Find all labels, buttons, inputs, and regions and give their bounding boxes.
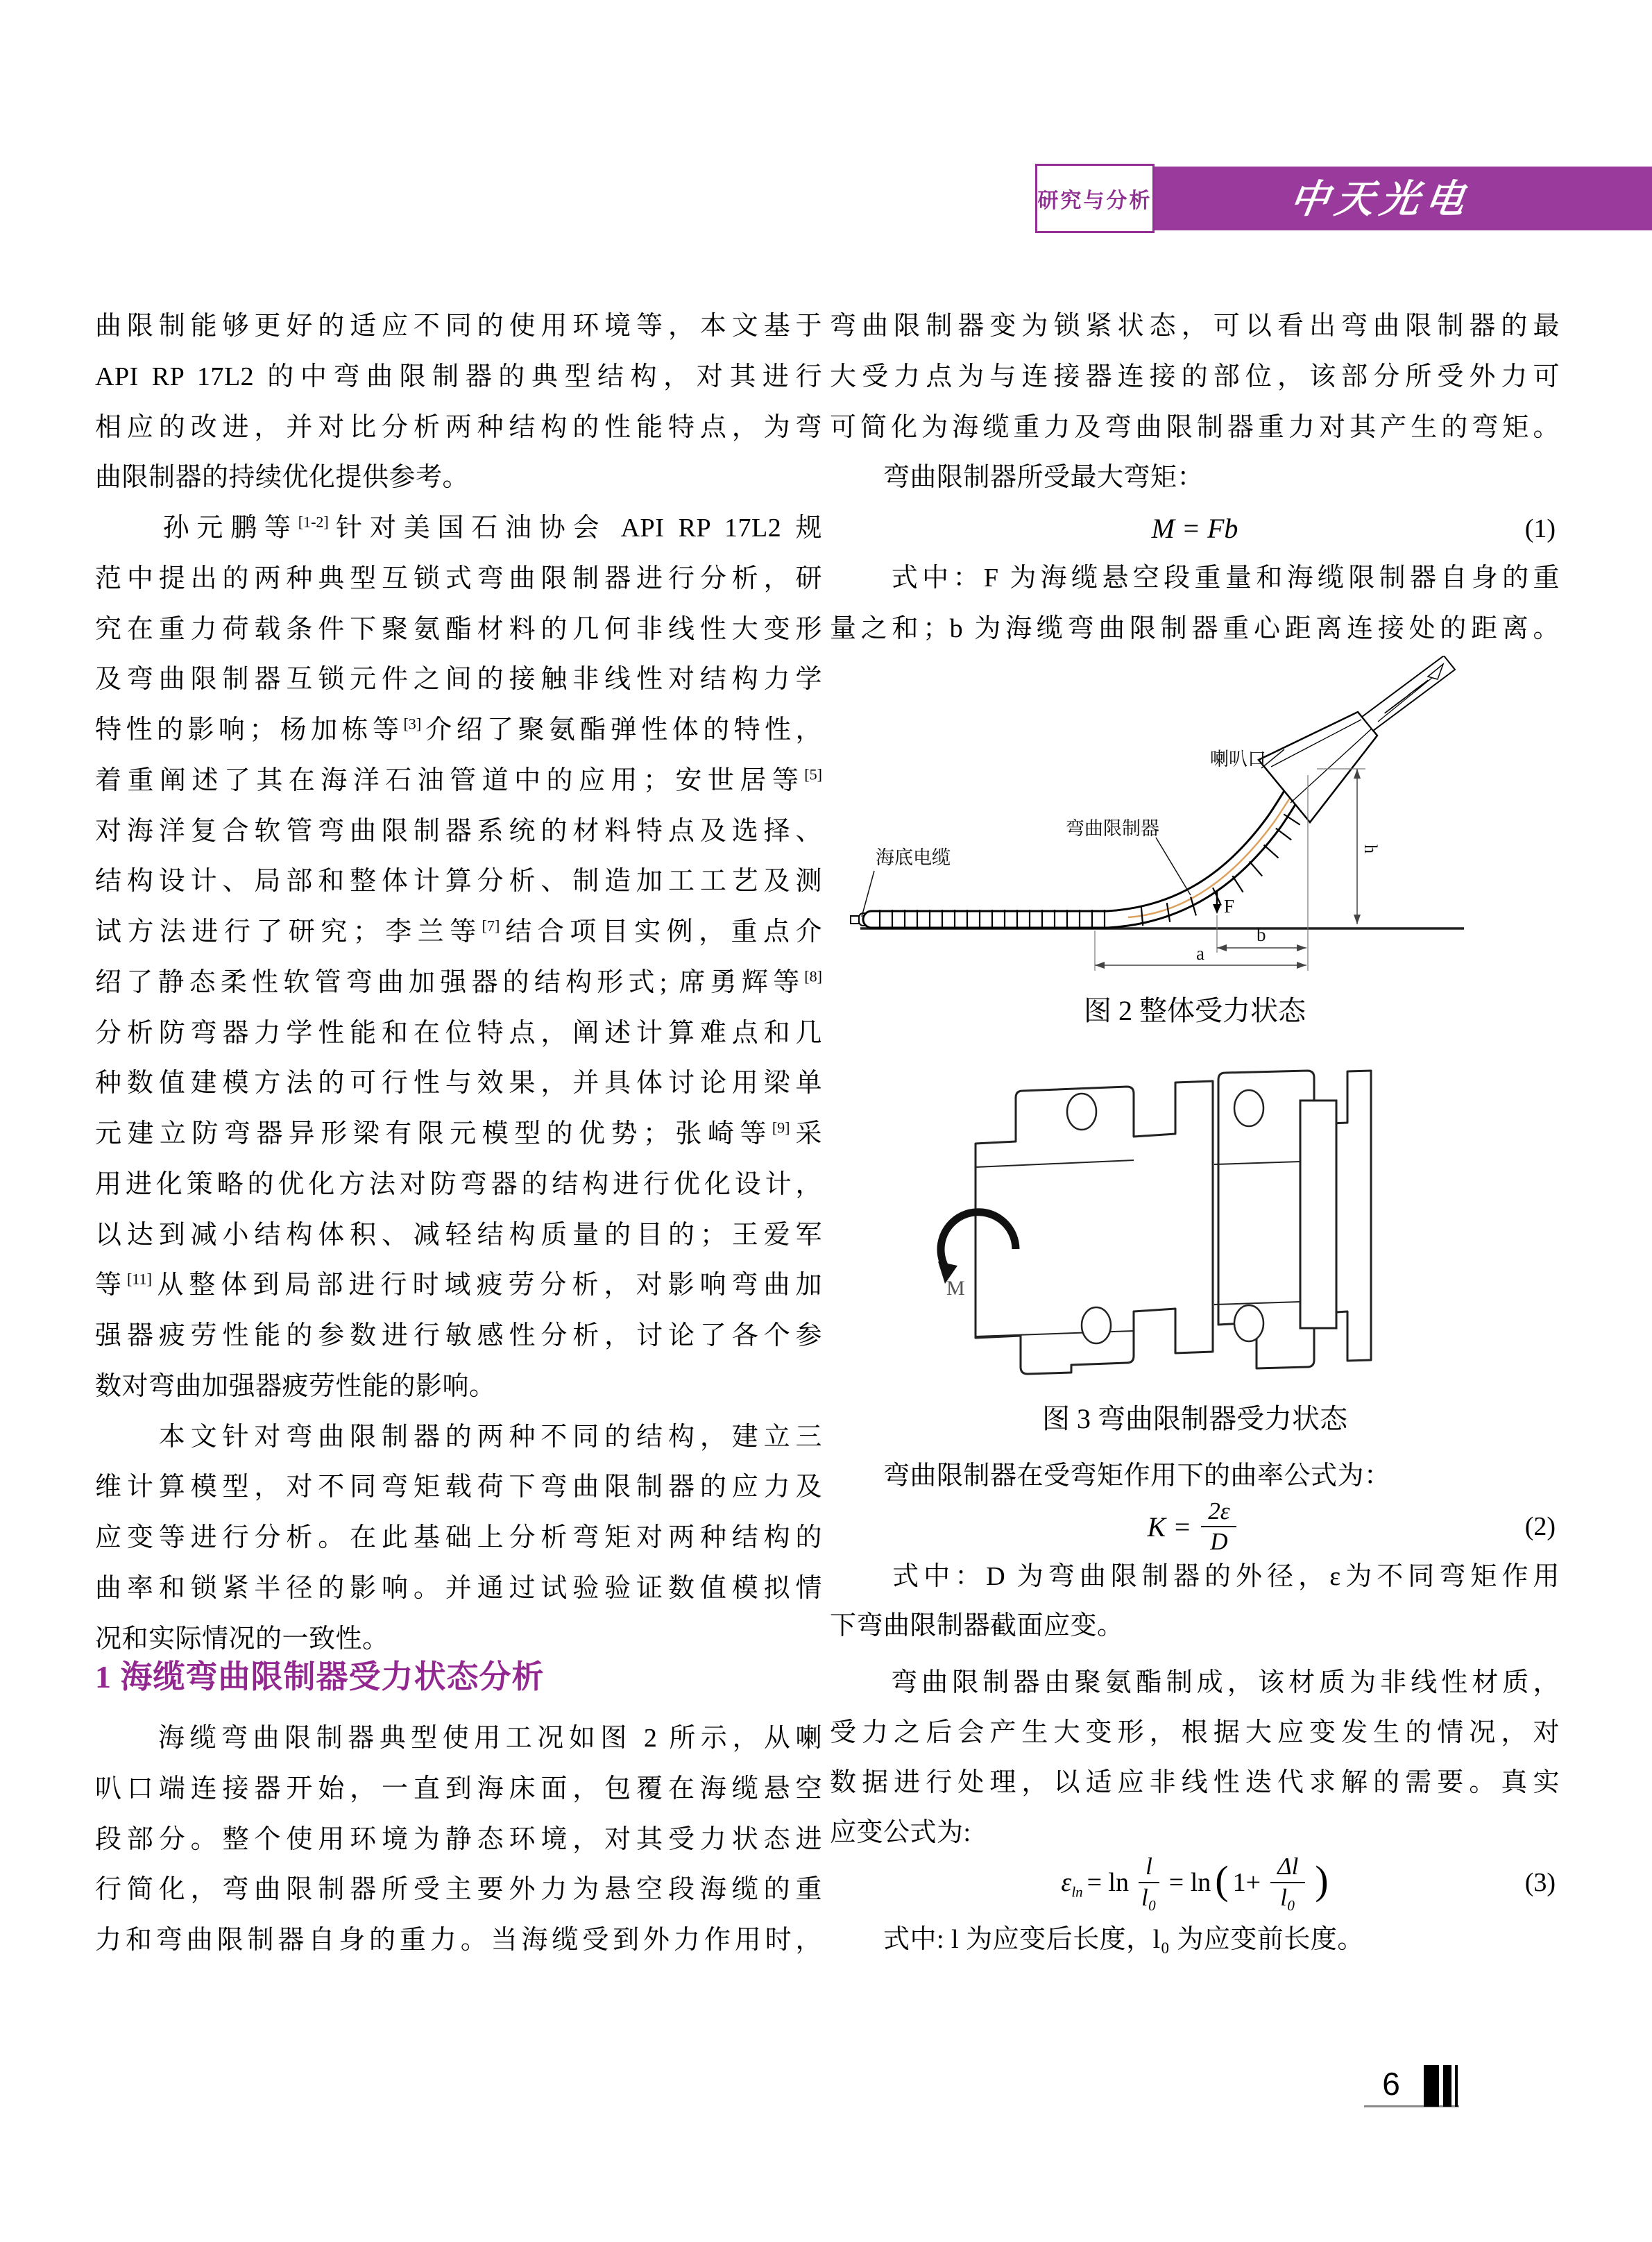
text-line: 下弯曲限制器截面应变。	[830, 1611, 1124, 1640]
text-line: 对海洋复合软管弯曲限制器系统的材料特点及选择、	[95, 816, 822, 846]
footer-bar-thick	[1424, 2065, 1439, 2107]
right-column-p5	[830, 1658, 1560, 1858]
text-line: 及弯曲限制器互锁元件之间的接触非线性对结构力学	[95, 665, 822, 695]
text-line: 相应的改进，并对比分析两种结构的性能特点，为弯	[95, 412, 822, 442]
label-bend-restrictor: 弯曲限制器	[1066, 818, 1159, 839]
fraction-numerator: Δl	[1270, 1853, 1305, 1883]
equation-1	[830, 503, 1560, 554]
equation-2	[830, 1492, 1560, 1561]
dim-label-F: F	[1224, 896, 1235, 917]
text-line: 数据进行处理，以适应非线性迭代求解的需要。真实	[830, 1768, 1560, 1797]
text-line: 孙元鹏等[1-2]针对美国石油协会 API RP 17L2 规	[95, 513, 822, 543]
paragraph	[95, 1713, 822, 1966]
text-line: 绍了静态柔性软管弯曲加强器的结构形式; 席勇辉等[8]	[95, 967, 822, 997]
label-seabed-cable: 海底电缆	[876, 847, 951, 868]
text-line: 弯曲限制器由聚氨酯制成，该材质为非线性材质，	[830, 1668, 1560, 1697]
equation-1-number: (1)	[1524, 513, 1556, 543]
text-line: 数对弯曲加强器疲劳性能的影响。	[95, 1371, 496, 1401]
text-line: 弯曲限制器变为锁紧状态，可以看出弯曲限制器的最	[830, 312, 1560, 341]
dim-h-arrow-bottom	[1354, 915, 1361, 924]
text-line: 曲率和锁紧半径的影响。并通过试验验证数值模拟情	[95, 1573, 822, 1603]
dim-a-arrow-right	[1297, 962, 1306, 969]
text-line: 分析防弯器力学性能和在位特点，阐述计算难点和几	[95, 1018, 822, 1048]
text-line: 结构设计、局部和整体计算分析、制造加工工艺及测	[95, 867, 822, 897]
right-column-p2	[830, 553, 1560, 654]
fraction	[1139, 1853, 1159, 1912]
brand-logo: 中天光电	[1286, 178, 1474, 221]
equation-3-eps: $\varepsilon_{ln}$	[1061, 1867, 1083, 1901]
equals-ln: = ln	[1168, 1867, 1211, 1897]
text-line: 力和弯曲限制器自身的重力。当海缆受到外力作用时，	[95, 1926, 822, 1955]
dim-h-arrow-top	[1354, 769, 1361, 779]
dim-label-a: a	[1196, 943, 1204, 964]
fraction-denominator: D	[1210, 1528, 1228, 1555]
left-column	[95, 301, 822, 1664]
fraction-denominator: l₀	[1141, 1883, 1157, 1911]
footer-bar-thin	[1455, 2065, 1458, 2107]
text-line: 用进化策略的优化方法对防弯器的结构进行优化设计，	[95, 1169, 822, 1199]
right-column-p6	[830, 1914, 1560, 1965]
text-line: 可简化为海缆重力及弯曲限制器重力对其产生的弯矩。	[830, 412, 1560, 442]
figure2-caption: 图 2 整体受力状态	[1084, 995, 1306, 1026]
locking-bar	[1300, 1101, 1336, 1328]
figure3-caption: 图 3 弯曲限制器受力状态	[1042, 1403, 1347, 1434]
text-line: 范中提出的两种典型互锁式弯曲限制器进行分析，研	[95, 563, 822, 593]
page-number: 6	[1382, 2066, 1400, 2102]
equals-ln: = ln	[1087, 1867, 1130, 1897]
text-line: 行简化，弯曲限制器所受主要外力为悬空段海缆的重	[95, 1875, 822, 1905]
fraction	[1201, 1497, 1236, 1556]
footer-bar-medium	[1443, 2065, 1451, 2107]
text-line: 究在重力荷载条件下聚氨酯材料的几何非线性大变形	[95, 614, 822, 644]
section-tab	[1035, 164, 1155, 233]
cable-centerline	[1128, 793, 1293, 917]
text-line: 以达到减小结构体积、减轻结构质量的目的；王爱军	[95, 1220, 822, 1250]
text-line: 应变等进行分析。在此基础上分析弯矩对两种结构的	[95, 1523, 822, 1552]
text-line: 式中：D 为弯曲限制器的外径，ε为不同弯矩作用	[830, 1562, 1560, 1591]
figure3	[830, 1062, 1560, 1377]
leader-restrictor	[1156, 838, 1191, 895]
i-tube-inner	[1378, 671, 1440, 722]
text-line: API RP 17L2 的中弯曲限制器的典型结构，对其进行	[95, 362, 822, 391]
leader-cable	[862, 871, 874, 917]
text-line: 海缆弯曲限制器典型使用工况如图 2 所示，从喇	[95, 1724, 822, 1753]
paragraph	[95, 301, 822, 503]
paragraph	[95, 503, 822, 1412]
text-line: 式中：F 为海缆悬空段重量和海缆限制器自身的重	[830, 563, 1560, 593]
text-line: 量之和；b 为海缆弯曲限制器重心距离连接处的距离。	[830, 613, 1560, 643]
dim-b-arrow-right	[1297, 944, 1306, 951]
text-line: 试方法进行了研究；李兰等[7]结合项目实例，重点介	[95, 917, 822, 946]
cable-end-icon	[851, 916, 859, 924]
text-line: 受力之后会产生大变形，根据大应变发生的情况，对	[830, 1718, 1560, 1747]
text-line: 维计算模型，对不同弯矩载荷下弯曲限制器的应力及	[95, 1472, 822, 1502]
text-line: 大受力点为与连接器连接的部位，该部分所受外力可	[830, 362, 1560, 391]
text-line: 元建立防弯器异形梁有限元模型的优势；张崎等[9]采	[95, 1119, 822, 1148]
figure3-drawing	[830, 1062, 1560, 1377]
dim-b-arrow-left	[1217, 944, 1227, 951]
fraction-denominator: l₀	[1280, 1883, 1296, 1911]
figure2-drawing	[830, 656, 1560, 971]
text-line: 曲限制器的持续优化提供参考。	[95, 463, 470, 493]
equation-3	[830, 1842, 1560, 1922]
dim-label-h: h	[1361, 844, 1381, 854]
fraction-numerator: 2ε	[1201, 1497, 1236, 1527]
equation-2-number: (2)	[1524, 1512, 1556, 1541]
text-line: 弯曲限制器在受弯矩作用下的曲率公式为：	[830, 1461, 1391, 1491]
text-line: 强器疲劳性能的参数进行敏感性分析，讨论了各个参	[95, 1321, 822, 1350]
label-bell-mouth: 喇叭口	[1210, 749, 1266, 770]
dim-label-b: b	[1257, 924, 1266, 945]
text-line: 本文针对弯曲限制器的两种不同的结构，建立三	[95, 1422, 822, 1452]
text-line: 叭口端连接器开始，一直到海床面，包覆在海缆悬空	[95, 1774, 822, 1803]
fraction-numerator: l	[1139, 1853, 1159, 1883]
right-column-p1	[830, 301, 1560, 503]
text-line: 着重阐述了其在海洋石油管道中的应用；安世居等[5]	[95, 765, 822, 795]
text-line: 特性的影响；杨加栋等[3]介绍了聚氨酯弹性体的特性，	[95, 715, 822, 745]
text-line: 种数值建模方法的可行性与效果，并具体讨论用梁单	[95, 1069, 822, 1098]
paragraph	[95, 1412, 822, 1665]
left-column-continued	[95, 1713, 822, 1966]
fraction	[1270, 1853, 1305, 1912]
one-plus: 1+	[1232, 1867, 1261, 1897]
open-paren: (	[1215, 1858, 1229, 1903]
text-line: 应变公式为:	[830, 1818, 971, 1847]
text-line: 等[11]从整体到局部进行时域疲劳分析，对影响弯曲加	[95, 1270, 822, 1300]
right-column-p4	[830, 1552, 1560, 1651]
dim-a-arrow-left	[1095, 962, 1105, 969]
equation-2-lhs: K =	[1147, 1511, 1192, 1543]
text-line: 段部分。整个使用环境为静态环境，对其受力状态进	[95, 1824, 822, 1854]
section-tab-label: 研究与分析	[1037, 189, 1152, 212]
text-line: 式中: l 为应变后长度，l₀ 为应变前长度。	[830, 1925, 1364, 1954]
equation-1-body: M = Fb	[1151, 513, 1238, 544]
text-line: 弯曲限制器所受最大弯矩：	[830, 463, 1204, 493]
close-paren: )	[1315, 1858, 1329, 1903]
moment-label: M	[946, 1277, 965, 1300]
text-line: 况和实际情况的一致性。	[95, 1624, 389, 1654]
section-heading: 1 海缆弯曲限制器受力状态分析	[95, 1659, 545, 1695]
force-arrowhead	[1213, 904, 1221, 914]
figure2	[830, 656, 1560, 971]
text-line: 曲限制能够更好的适应不同的使用环境等，本文基于	[95, 312, 822, 341]
equation-3-number: (3)	[1524, 1867, 1556, 1897]
